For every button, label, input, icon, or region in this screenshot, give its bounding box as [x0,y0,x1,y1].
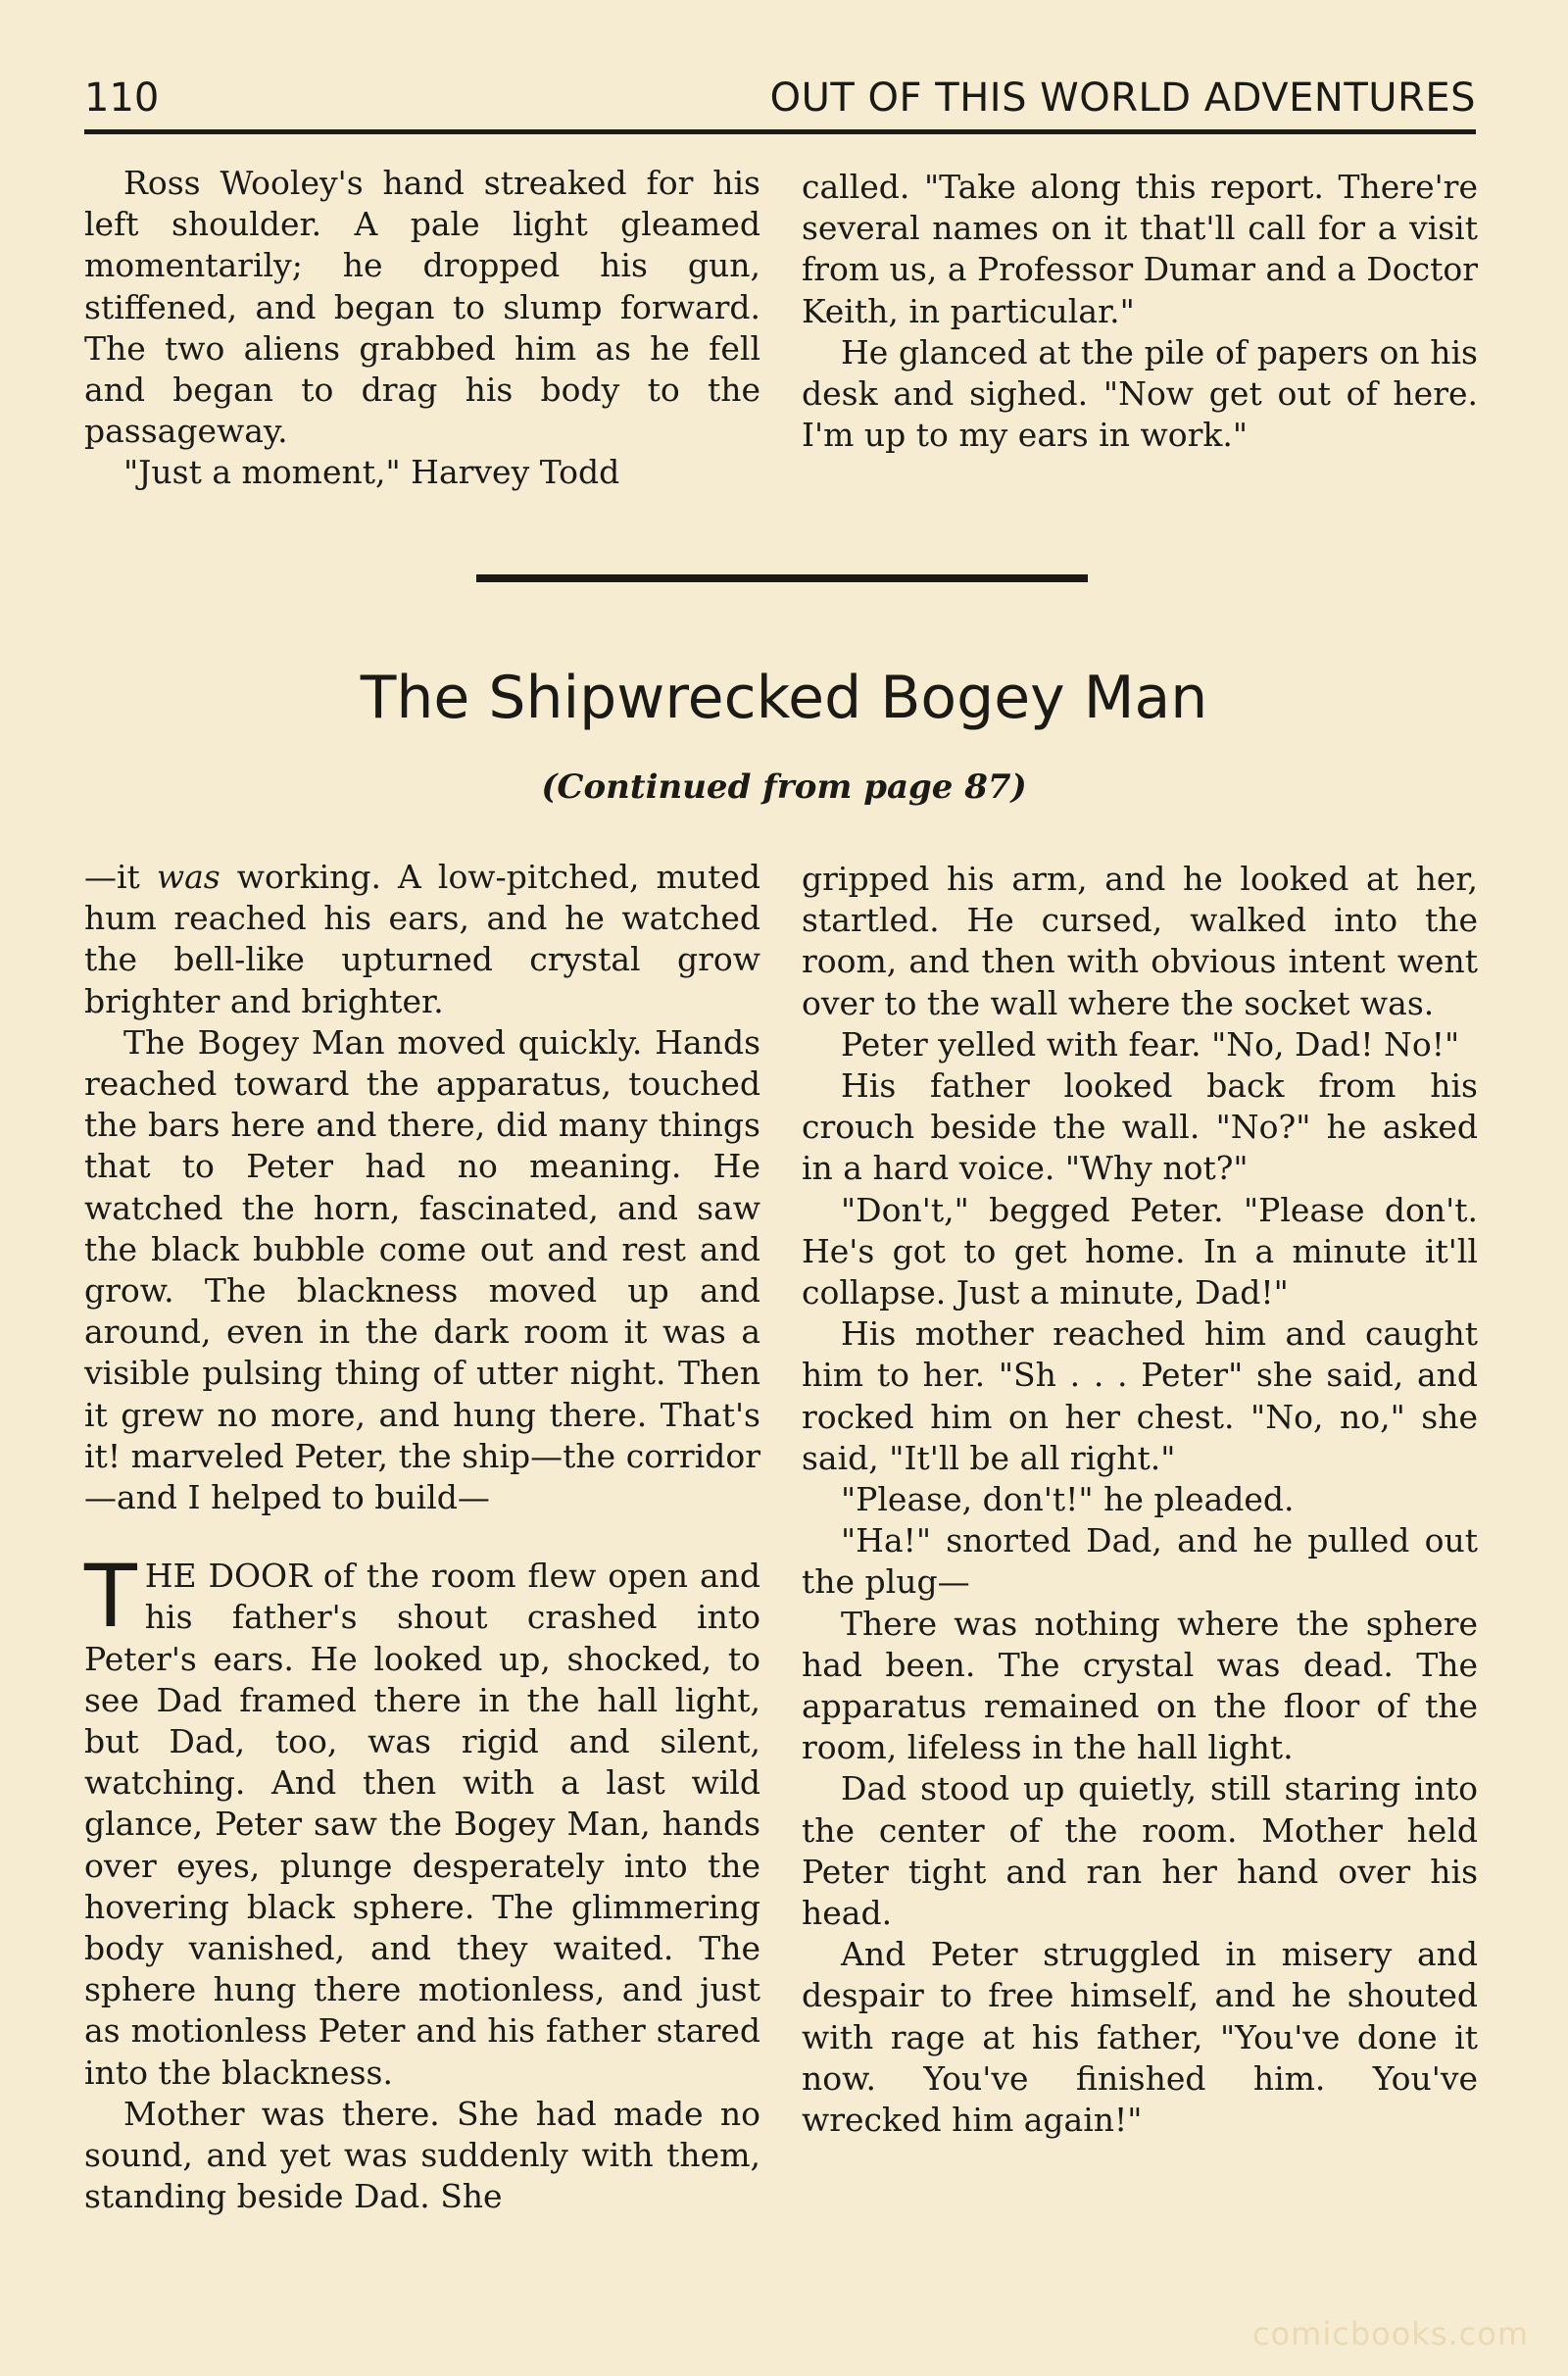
watermark: comicbooks.com [1251,2315,1529,2352]
previous-story-column-left [84,163,760,494]
paragraph: His mother reached him and caught him to her. "Sh . . . Peter" she said, and rocked him on her chest. "No, no," she said, "It'll be all right." [802,1314,1478,1477]
section-divider [476,574,1088,582]
paragraph: "Don't," begged Peter. "Please don't. He's got to get home. In a minute it'll collapse. Just a minute, Dad!" [802,1190,1478,1312]
story-column-right [802,859,1478,2141]
paragraph: The Bogey Man moved quickly. Hands reached toward the apparatus, touched the bars here and there, did many things that to Peter had no meaning. He watched the horn, fascinated, and saw the black bubble come out and rest and grow. The blackness moved up and around, even in the dark room it was a visible pulsing thing of utter night. Then it grew no more, and hung there. That's it! marveled Peter, the ship—the corridor—and I helped to build— [84,1022,760,1517]
paragraph: Peter yelled with fear. "No, Dad! No!" [841,1024,1460,1064]
small-caps-lead: HE DOOR [144,1557,312,1596]
paragraph: His father looked back from his crouch beside the wall. "No?" he asked in a hard voice. "Why not?" [802,1066,1478,1188]
paragraph: called. "Take along this report. There're several names on it that'll call for a visit from us, a Professor Dumar and a Doctor Keith, in particular." [802,168,1478,330]
paragraph: "Please, don't!" he pleaded. [841,1480,1295,1519]
previous-story-column-right [802,167,1478,456]
page-number: 110 [84,75,160,121]
text-run: —it [84,858,157,896]
paragraph: Ross Wooley's hand streaked for his left shoulder. A pale light gleamed momentarily; he dropped his gun, stiffened, and began to slump forward. The two aliens grabbed him as he fell and began to drag his body to the passageway. [84,164,760,451]
emphasis: was [156,858,220,896]
paragraph: "Ha!" snorted Dad, and he pulled out the plug— [802,1521,1478,1602]
paragraph: "Just a moment," Harvey Todd [123,453,620,492]
paragraph [84,1546,760,2094]
page-header [84,74,1476,134]
paragraph: There was nothing where the sphere had been. The crystal was dead. The apparatus remained on the floor of the room, lifeless in the hall light. [802,1604,1478,1767]
paragraph: He glanced at the pile of papers on his desk and sighed. "Now get out of here. I'm up to my ears in work." [802,332,1478,455]
paragraph: gripped his arm, and he looked at her, startled. He cursed, walked into the room, and then with obvious intent went over to the wall where the socket was. [802,860,1478,1022]
story-title: The Shipwrecked Bogey Man [360,664,1208,732]
section-break [84,1518,760,1556]
text-run: working. A low-pitched, muted hum reached his ears, and he watched the bell-like upturned crystal grow brighter and brighter. [84,858,760,1020]
text-run: of the room flew open and his father's shout crashed into Peter's ears. He looked up, shocked, to see Dad framed there in the hall light, but Dad, too, was rigid and silent, watching. And then with a last wild glance, Peter saw the Bogey Man, hands over eyes, plunge desperately into the hovering black sphere. The glimmering body vanished, and they waited. The sphere hung there motionless, and just as motionless Peter and his father stared into the blackness. [84,1557,760,2092]
paragraph: Dad stood up quietly, still staring into the center of the room. Mother held Peter tight and ran her hand over his head. [802,1769,1478,1933]
story-column-left [84,857,760,2218]
continued-note: (Continued from page 87) [541,767,1027,807]
paragraph [84,857,760,1022]
paragraph: Mother was there. She had made no sound, and yet was suddenly with them, standing beside Dad. She [84,2094,760,2216]
drop-cap: T [84,1546,137,1648]
paragraph: And Peter struggled in misery and despair to free himself, and he shouted with rage at his father, "You've done it now. You've finished him. You've wrecked him again!" [802,1935,1478,2140]
running-title: OUT OF THIS WORLD ADVENTURES [769,75,1476,121]
